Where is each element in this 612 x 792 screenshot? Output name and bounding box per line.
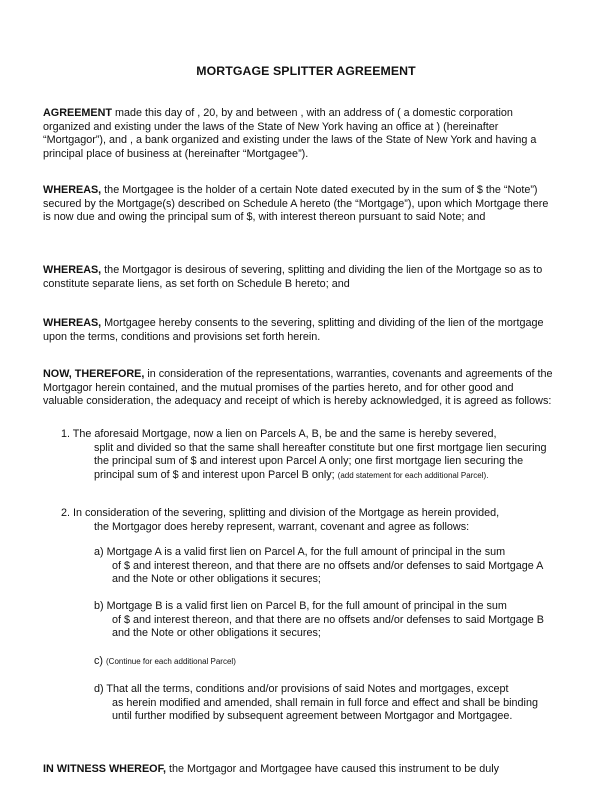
sub-item-a-first-line: a) Mortgage A is a valid first lien on Parcel A, for the full amount of principal in the sum [94, 546, 506, 558]
agreement-lead: AGREEMENT [43, 107, 112, 119]
whereas-sever-text: the Mortgagor is desirous of severing, splitting and dividing the lien of the Mortgage so as to constitute separate liens, as set forth on Schedule B hereto; and [43, 264, 543, 290]
list-item-1-continuation [61, 442, 551, 483]
sub-item-a-continuation: of $ and interest thereon, and that there are no offsets and/or defenses to said Mortgage A and the Note or other obligations it secures; [112, 559, 543, 586]
list-item-1-rest: split and divided so that the same shall hereafter constitute but one first mortgage lien securing the principal sum of $ and interest upon Parcel A only; one first mortgage lien securing the principal sum of $ and interest upon Parcel B only; [94, 441, 547, 481]
list-item-2 [61, 507, 551, 534]
list-item-1 [61, 428, 551, 482]
now-therefore-paragraph [43, 368, 553, 409]
list-item-2-first-line: 2. In consideration of the severing, splitting and division of the Mortgage as herein provided, [61, 507, 500, 519]
sub-item-d-first-line: d) That all the terms, conditions and/or provisions of said Notes and mortgages, except [94, 683, 509, 695]
sub-item-d [94, 683, 549, 724]
now-therefore-text: in consideration of the representations, warranties, covenants and agreements of the Mortgagor herein contained, and the mutual promises of the parties hereto, and for other good and valuable consideration, the adequacy and receipt of which is hereby acknowledged, it is agreed as follows: [43, 368, 553, 408]
now-therefore-lead: NOW, THEREFORE, [43, 368, 145, 380]
witness-lead: IN WITNESS WHEREOF, [43, 763, 166, 775]
list-item-2-continuation: the Mortgagor does hereby represent, warrant, covenant and agree as follows: [94, 520, 470, 533]
list-item-1-first-line: 1. The aforesaid Mortgage, now a lien on Parcels A, B, be and the same is hereby severed, [61, 428, 497, 440]
sub-item-c-label: c) [94, 655, 106, 667]
sub-item-c [94, 655, 549, 669]
agreement-paragraph [43, 107, 553, 161]
list-item-1-note: (add statement for each additional Parcel). [337, 470, 489, 480]
whereas-lead: WHEREAS, [43, 184, 102, 196]
witness-paragraph [43, 763, 553, 777]
whereas-lead: WHEREAS, [43, 264, 102, 276]
sub-item-b [94, 600, 549, 641]
document-title: MORTGAGE SPLITTER AGREEMENT [196, 64, 416, 78]
whereas-lead: WHEREAS, [43, 317, 102, 329]
whereas-note-text: the Mortgagee is the holder of a certain Note dated executed by in the sum of $ the “Note”) secured by the Mortgage(s) described on Schedule A hereto (the “Mortgage”), upon which Mortgage there is now due and owing the principal sum of $, with interest thereon pursuant to said Note; and [43, 184, 549, 224]
sub-item-d-continuation: as herein modified and amended, shall remain in full force and effect and shall be binding until further modified by subsequent agreement between Mortgagor and Mortgagee. [112, 696, 538, 723]
whereas-note-paragraph [43, 184, 553, 225]
whereas-sever-paragraph [43, 264, 553, 291]
sub-item-b-first-line: b) Mortgage B is a valid first lien on Parcel B, for the full amount of principal in the sum [94, 600, 507, 612]
sub-item-c-note: (Continue for each additional Parcel) [106, 657, 236, 666]
witness-text: the Mortgagor and Mortgagee have caused this instrument to be duly [165, 763, 500, 775]
sub-item-b-continuation: of $ and interest thereon, and that there are no offsets and/or defenses to said Mortgage B and the Note or other obligations it secures; [112, 613, 544, 640]
whereas-consent-paragraph [43, 317, 553, 344]
agreement-text: made this day of , 20, by and between , with an address of ( a domestic corporation organized and existing under the laws of the State of New York having an office at ) (hereinafter “Mortgagor”), and , a bank organized and existing under the laws of the State of New York and having a principal place of business at (hereinafter “Mortgagee”). [43, 107, 537, 160]
sub-item-a [94, 546, 549, 587]
whereas-consent-text: Mortgagee hereby consents to the severing, splitting and dividing of the lien of the mortgage upon the terms, conditions and provisions set forth herein. [43, 317, 544, 343]
